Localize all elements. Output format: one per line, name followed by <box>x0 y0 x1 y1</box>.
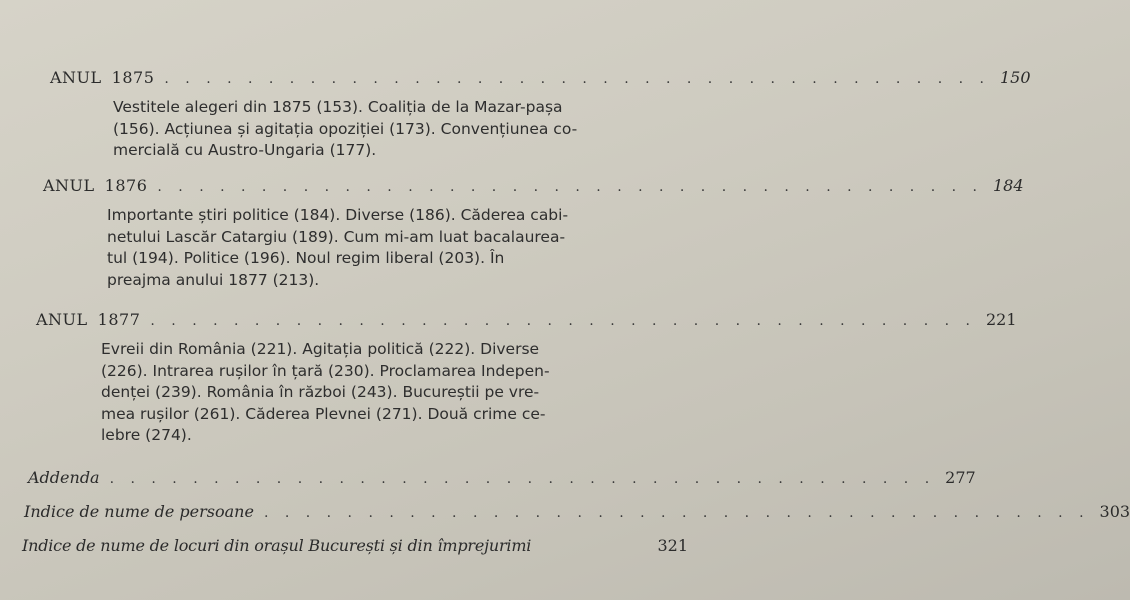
toc-entry-1877 <box>36 310 1017 329</box>
leader-dots: . . . . . . . . . . . . . . . . . . . . . . . . . . . . . . . . . . . . . . . . <box>109 471 936 487</box>
leader-dots: . . . . . . . . . . . . . . . . . . . . . . . . . . . . . . . . . . . . . . . . <box>157 179 983 195</box>
leader-dots: . . . . . . . . . . . . . . . . . . . . . . . . . . . . . . . . . . . . . . . . <box>164 71 990 87</box>
year-heading: ANUL 1876 <box>43 176 148 195</box>
year-heading: ANUL 1877 <box>36 310 141 329</box>
leader-dots: . . . . . . . . . . . . . . . . . . . . . . . . . . . . . . . . . . . . . . . . <box>263 505 1090 521</box>
page-number: 303 <box>1099 502 1130 521</box>
description-line: netului Lascăr Catargiu (189). Cum mi-am luat bacalaurea- <box>107 227 566 246</box>
section-description-1875 <box>113 97 577 162</box>
description-line: preajma anului 1877 (213). <box>107 270 320 289</box>
description-line: denței (239). România în război (243). Bucureștii pe vre- <box>101 383 540 401</box>
toc-entry-addenda <box>28 468 976 487</box>
toc-entry-places-index <box>22 536 688 555</box>
entry-title: Indice de nume de locuri din orașul București și din împrejurimi <box>22 536 532 555</box>
description-line: lebre (274). <box>101 426 192 444</box>
year-heading: ANUL 1875 <box>50 68 155 87</box>
toc-entry-1876 <box>43 176 1024 195</box>
description-line: mea rușilor (261). Căderea Plevnei (271). Două crime ce- <box>101 404 546 423</box>
page-number: 277 <box>945 468 976 487</box>
description-line: (226). Intrarea rușilor în țară (230). Proclamarea Indepen- <box>101 361 550 380</box>
page-number: 184 <box>992 176 1024 195</box>
description-line: Importante știri politice (184). Diverse (186). Căderea cabi- <box>107 206 569 224</box>
description-line: tul (194). Politice (196). Noul regim liberal (203). În <box>107 249 505 267</box>
toc-entry-1875 <box>50 68 1031 87</box>
section-description-1877 <box>101 339 550 447</box>
description-line: (156). Acțiunea și agitația opoziției (173). Convențiunea co- <box>113 119 578 138</box>
section-description-1876 <box>107 205 568 291</box>
description-line: Evreii din România (221). Agitația politică (222). Diverse <box>101 340 540 358</box>
page-number: 221 <box>985 310 1017 329</box>
entry-title: Indice de nume de persoane <box>24 502 254 521</box>
page-number: 150 <box>999 68 1031 87</box>
entry-title: Addenda <box>28 468 100 487</box>
description-line: Vestitele alegeri din 1875 (153). Coaliția de la Mazar-pașa <box>113 98 563 116</box>
page-number: 321 <box>657 536 688 555</box>
leader-dots: . . . . . . . . . . . . . . . . . . . . . . . . . . . . . . . . . . . . . . . . <box>150 313 976 329</box>
description-line: mercială cu Austro-Ungaria (177). <box>113 141 377 159</box>
toc-entry-persons-index <box>24 502 1130 521</box>
